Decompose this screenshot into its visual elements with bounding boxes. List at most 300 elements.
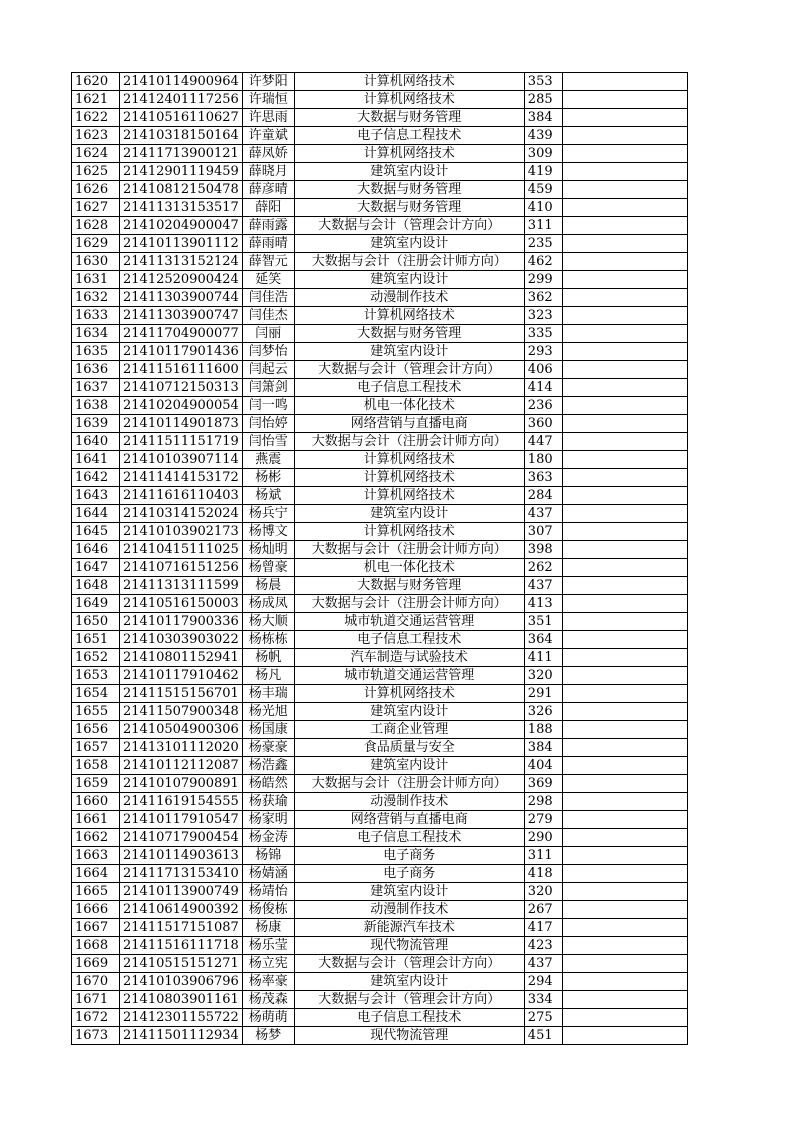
- student-name-cell: 杨萌萌: [242, 1009, 294, 1027]
- table-row: [72, 505, 688, 523]
- row-number-cell: 1654: [72, 685, 120, 703]
- row-number-cell: 1646: [72, 541, 120, 559]
- score-cell: 404: [524, 757, 562, 775]
- score-cell: 335: [524, 325, 562, 343]
- score-cell: 462: [524, 253, 562, 271]
- row-number-cell: 1655: [72, 703, 120, 721]
- score-cell: 384: [524, 109, 562, 127]
- major-cell: 汽车制造与试验技术: [294, 649, 524, 667]
- table-row: [72, 937, 688, 955]
- empty-cell: [562, 397, 687, 415]
- student-id-cell: 21410117910462: [120, 667, 243, 685]
- row-number-cell: 1647: [72, 559, 120, 577]
- score-cell: 447: [524, 433, 562, 451]
- empty-cell: [562, 541, 687, 559]
- score-cell: 180: [524, 451, 562, 469]
- empty-cell: [562, 73, 687, 91]
- student-name-cell: 杨获瑜: [242, 793, 294, 811]
- student-id-cell: 21410114901873: [120, 415, 243, 433]
- student-name-cell: 杨栋栋: [242, 631, 294, 649]
- row-number-cell: 1643: [72, 487, 120, 505]
- score-cell: 384: [524, 739, 562, 757]
- student-name-cell: 闫佳杰: [242, 307, 294, 325]
- row-number-cell: 1634: [72, 325, 120, 343]
- major-cell: 建筑室内设计: [294, 703, 524, 721]
- row-number-cell: 1621: [72, 91, 120, 109]
- table-row: [72, 991, 688, 1009]
- table-row: [72, 217, 688, 235]
- table-row: [72, 397, 688, 415]
- empty-cell: [562, 919, 687, 937]
- major-cell: 计算机网络技术: [294, 685, 524, 703]
- table-row: [72, 541, 688, 559]
- empty-cell: [562, 883, 687, 901]
- student-id-cell: 21410114903613: [120, 847, 243, 865]
- student-id-cell: 21411704900077: [120, 325, 243, 343]
- row-number-cell: 1644: [72, 505, 120, 523]
- student-id-cell: 21410113900749: [120, 883, 243, 901]
- major-cell: 电子信息工程技术: [294, 127, 524, 145]
- score-cell: 188: [524, 721, 562, 739]
- empty-cell: [562, 955, 687, 973]
- major-cell: 现代物流管理: [294, 1027, 524, 1045]
- empty-cell: [562, 163, 687, 181]
- major-cell: 计算机网络技术: [294, 487, 524, 505]
- student-id-cell: 21412520900424: [120, 271, 243, 289]
- row-number-cell: 1662: [72, 829, 120, 847]
- empty-cell: [562, 811, 687, 829]
- major-cell: 电子信息工程技术: [294, 379, 524, 397]
- empty-cell: [562, 451, 687, 469]
- student-name-cell: 杨浩鑫: [242, 757, 294, 775]
- empty-cell: [562, 199, 687, 217]
- row-number-cell: 1653: [72, 667, 120, 685]
- table-row: [72, 559, 688, 577]
- student-id-cell: 21411517151087: [120, 919, 243, 937]
- student-name-cell: 杨婧涵: [242, 865, 294, 883]
- student-name-cell: 杨斌: [242, 487, 294, 505]
- major-cell: 动漫制作技术: [294, 793, 524, 811]
- student-id-cell: 21412901119459: [120, 163, 243, 181]
- empty-cell: [562, 649, 687, 667]
- empty-cell: [562, 775, 687, 793]
- table-row: [72, 73, 688, 91]
- major-cell: 建筑室内设计: [294, 163, 524, 181]
- student-name-cell: 杨率豪: [242, 973, 294, 991]
- major-cell: 大数据与会计（注册会计师方向）: [294, 433, 524, 451]
- empty-cell: [562, 865, 687, 883]
- empty-cell: [562, 271, 687, 289]
- empty-cell: [562, 127, 687, 145]
- student-score-table: [71, 72, 688, 1045]
- major-cell: 电子商务: [294, 847, 524, 865]
- major-cell: 计算机网络技术: [294, 469, 524, 487]
- student-name-cell: 薛智元: [242, 253, 294, 271]
- table-row: [72, 163, 688, 181]
- student-id-cell: 21410504900306: [120, 721, 243, 739]
- major-cell: 工商企业管理: [294, 721, 524, 739]
- table-row: [72, 253, 688, 271]
- student-id-cell: 21410803901161: [120, 991, 243, 1009]
- table-row: [72, 739, 688, 757]
- student-name-cell: 薛凤娇: [242, 145, 294, 163]
- student-id-cell: 21410812150478: [120, 181, 243, 199]
- table-row: [72, 343, 688, 361]
- student-id-cell: 21410717900454: [120, 829, 243, 847]
- row-number-cell: 1670: [72, 973, 120, 991]
- table-body: [72, 73, 688, 1045]
- row-number-cell: 1663: [72, 847, 120, 865]
- table-row: [72, 901, 688, 919]
- major-cell: 建筑室内设计: [294, 271, 524, 289]
- row-number-cell: 1650: [72, 613, 120, 631]
- student-id-cell: 21411313153517: [120, 199, 243, 217]
- table-row: [72, 91, 688, 109]
- row-number-cell: 1671: [72, 991, 120, 1009]
- row-number-cell: 1649: [72, 595, 120, 613]
- student-name-cell: 杨凡: [242, 667, 294, 685]
- score-cell: 320: [524, 667, 562, 685]
- table-row: [72, 379, 688, 397]
- row-number-cell: 1620: [72, 73, 120, 91]
- row-number-cell: 1661: [72, 811, 120, 829]
- student-id-cell: 21411303900744: [120, 289, 243, 307]
- score-cell: 293: [524, 343, 562, 361]
- student-id-cell: 21410716151256: [120, 559, 243, 577]
- score-cell: 298: [524, 793, 562, 811]
- student-name-cell: 闫一鸣: [242, 397, 294, 415]
- score-cell: 275: [524, 1009, 562, 1027]
- student-name-cell: 薛阳: [242, 199, 294, 217]
- student-id-cell: 21411619154555: [120, 793, 243, 811]
- empty-cell: [562, 253, 687, 271]
- student-id-cell: 21410415111025: [120, 541, 243, 559]
- student-name-cell: 杨光旭: [242, 703, 294, 721]
- student-name-cell: 杨兵宁: [242, 505, 294, 523]
- row-number-cell: 1652: [72, 649, 120, 667]
- score-cell: 267: [524, 901, 562, 919]
- empty-cell: [562, 415, 687, 433]
- row-number-cell: 1642: [72, 469, 120, 487]
- major-cell: 网络营销与直播电商: [294, 811, 524, 829]
- table-row: [72, 469, 688, 487]
- student-name-cell: 杨帆: [242, 649, 294, 667]
- score-cell: 334: [524, 991, 562, 1009]
- table-row: [72, 361, 688, 379]
- empty-cell: [562, 487, 687, 505]
- score-cell: 326: [524, 703, 562, 721]
- major-cell: 建筑室内设计: [294, 505, 524, 523]
- student-id-cell: 21411313152124: [120, 253, 243, 271]
- score-cell: 262: [524, 559, 562, 577]
- student-name-cell: 杨博文: [242, 523, 294, 541]
- score-cell: 417: [524, 919, 562, 937]
- row-number-cell: 1660: [72, 793, 120, 811]
- score-cell: 398: [524, 541, 562, 559]
- student-id-cell: 21411516111718: [120, 937, 243, 955]
- major-cell: 网络营销与直播电商: [294, 415, 524, 433]
- table-row: [72, 1009, 688, 1027]
- score-cell: 411: [524, 649, 562, 667]
- major-cell: 现代物流管理: [294, 937, 524, 955]
- student-id-cell: 21410103902173: [120, 523, 243, 541]
- empty-cell: [562, 379, 687, 397]
- student-name-cell: 杨豪豪: [242, 739, 294, 757]
- score-cell: 451: [524, 1027, 562, 1045]
- student-id-cell: 21411507900348: [120, 703, 243, 721]
- student-id-cell: 21410107900891: [120, 775, 243, 793]
- score-cell: 351: [524, 613, 562, 631]
- table-row: [72, 721, 688, 739]
- student-name-cell: 闫佳浩: [242, 289, 294, 307]
- student-id-cell: 21411516111600: [120, 361, 243, 379]
- row-number-cell: 1648: [72, 577, 120, 595]
- major-cell: 大数据与会计（管理会计方向）: [294, 361, 524, 379]
- score-cell: 459: [524, 181, 562, 199]
- major-cell: 食品质量与安全: [294, 739, 524, 757]
- major-cell: 建筑室内设计: [294, 883, 524, 901]
- score-cell: 291: [524, 685, 562, 703]
- score-cell: 285: [524, 91, 562, 109]
- score-cell: 406: [524, 361, 562, 379]
- score-cell: 290: [524, 829, 562, 847]
- score-cell: 309: [524, 145, 562, 163]
- row-number-cell: 1625: [72, 163, 120, 181]
- table-row: [72, 1027, 688, 1045]
- row-number-cell: 1622: [72, 109, 120, 127]
- score-cell: 299: [524, 271, 562, 289]
- score-cell: 437: [524, 505, 562, 523]
- student-name-cell: 杨茂森: [242, 991, 294, 1009]
- empty-cell: [562, 361, 687, 379]
- row-number-cell: 1638: [72, 397, 120, 415]
- row-number-cell: 1645: [72, 523, 120, 541]
- empty-cell: [562, 577, 687, 595]
- score-cell: 307: [524, 523, 562, 541]
- student-name-cell: 闫起云: [242, 361, 294, 379]
- major-cell: 城市轨道交通运营管理: [294, 613, 524, 631]
- empty-cell: [562, 469, 687, 487]
- row-number-cell: 1633: [72, 307, 120, 325]
- major-cell: 电子信息工程技术: [294, 829, 524, 847]
- score-cell: 410: [524, 199, 562, 217]
- empty-cell: [562, 559, 687, 577]
- major-cell: 新能源汽车技术: [294, 919, 524, 937]
- student-id-cell: 21410318150164: [120, 127, 243, 145]
- student-id-cell: 21410114900964: [120, 73, 243, 91]
- table-row: [72, 793, 688, 811]
- score-cell: 418: [524, 865, 562, 883]
- empty-cell: [562, 613, 687, 631]
- student-name-cell: 薛雨晴: [242, 235, 294, 253]
- score-cell: 419: [524, 163, 562, 181]
- row-number-cell: 1656: [72, 721, 120, 739]
- student-id-cell: 21410712150313: [120, 379, 243, 397]
- student-name-cell: 杨锦: [242, 847, 294, 865]
- score-cell: 369: [524, 775, 562, 793]
- student-id-cell: 21410516110627: [120, 109, 243, 127]
- score-cell: 364: [524, 631, 562, 649]
- table-row: [72, 433, 688, 451]
- student-id-cell: 21411713153410: [120, 865, 243, 883]
- major-cell: 大数据与会计（管理会计方向）: [294, 955, 524, 973]
- major-cell: 机电一体化技术: [294, 397, 524, 415]
- row-number-cell: 1636: [72, 361, 120, 379]
- score-cell: 363: [524, 469, 562, 487]
- row-number-cell: 1628: [72, 217, 120, 235]
- empty-cell: [562, 685, 687, 703]
- table-row: [72, 451, 688, 469]
- student-name-cell: 许思雨: [242, 109, 294, 127]
- row-number-cell: 1668: [72, 937, 120, 955]
- table-row: [72, 955, 688, 973]
- table-row: [72, 865, 688, 883]
- empty-cell: [562, 1009, 687, 1027]
- empty-cell: [562, 973, 687, 991]
- row-number-cell: 1635: [72, 343, 120, 361]
- student-name-cell: 杨立宪: [242, 955, 294, 973]
- student-id-cell: 21410303903022: [120, 631, 243, 649]
- score-cell: 323: [524, 307, 562, 325]
- score-cell: 423: [524, 937, 562, 955]
- row-number-cell: 1641: [72, 451, 120, 469]
- student-name-cell: 杨梦: [242, 1027, 294, 1045]
- table-row: [72, 145, 688, 163]
- empty-cell: [562, 325, 687, 343]
- table-row: [72, 577, 688, 595]
- empty-cell: [562, 595, 687, 613]
- row-number-cell: 1631: [72, 271, 120, 289]
- major-cell: 大数据与会计（管理会计方向）: [294, 217, 524, 235]
- table-row: [72, 235, 688, 253]
- student-name-cell: 杨灿明: [242, 541, 294, 559]
- student-id-cell: 21410112112087: [120, 757, 243, 775]
- student-id-cell: 21410614900392: [120, 901, 243, 919]
- student-name-cell: 许瑞恒: [242, 91, 294, 109]
- empty-cell: [562, 703, 687, 721]
- major-cell: 建筑室内设计: [294, 343, 524, 361]
- empty-cell: [562, 901, 687, 919]
- score-cell: 320: [524, 883, 562, 901]
- student-name-cell: 燕震: [242, 451, 294, 469]
- empty-cell: [562, 235, 687, 253]
- table-row: [72, 811, 688, 829]
- major-cell: 电子商务: [294, 865, 524, 883]
- table-row: [72, 829, 688, 847]
- student-name-cell: 杨康: [242, 919, 294, 937]
- major-cell: 电子信息工程技术: [294, 631, 524, 649]
- row-number-cell: 1630: [72, 253, 120, 271]
- student-name-cell: 闫梦怡: [242, 343, 294, 361]
- student-id-cell: 21411303900747: [120, 307, 243, 325]
- score-cell: 437: [524, 577, 562, 595]
- table-row: [72, 271, 688, 289]
- score-cell: 235: [524, 235, 562, 253]
- empty-cell: [562, 1027, 687, 1045]
- score-cell: 360: [524, 415, 562, 433]
- score-cell: 236: [524, 397, 562, 415]
- empty-cell: [562, 757, 687, 775]
- student-name-cell: 杨曾豪: [242, 559, 294, 577]
- student-id-cell: 21413101112020: [120, 739, 243, 757]
- row-number-cell: 1624: [72, 145, 120, 163]
- row-number-cell: 1639: [72, 415, 120, 433]
- table-row: [72, 595, 688, 613]
- major-cell: 大数据与财务管理: [294, 577, 524, 595]
- table-row: [72, 127, 688, 145]
- row-number-cell: 1673: [72, 1027, 120, 1045]
- student-name-cell: 杨彬: [242, 469, 294, 487]
- student-name-cell: 闫箫剑: [242, 379, 294, 397]
- student-id-cell: 21410515151271: [120, 955, 243, 973]
- row-number-cell: 1669: [72, 955, 120, 973]
- score-cell: 437: [524, 955, 562, 973]
- score-cell: 413: [524, 595, 562, 613]
- major-cell: 大数据与会计（注册会计师方向）: [294, 253, 524, 271]
- major-cell: 计算机网络技术: [294, 91, 524, 109]
- empty-cell: [562, 505, 687, 523]
- student-name-cell: 闫怡雪: [242, 433, 294, 451]
- student-id-cell: 21412301155722: [120, 1009, 243, 1027]
- row-number-cell: 1657: [72, 739, 120, 757]
- table-row: [72, 415, 688, 433]
- student-name-cell: 杨乐莹: [242, 937, 294, 955]
- row-number-cell: 1666: [72, 901, 120, 919]
- score-cell: 362: [524, 289, 562, 307]
- student-name-cell: 薛彦晴: [242, 181, 294, 199]
- empty-cell: [562, 829, 687, 847]
- row-number-cell: 1640: [72, 433, 120, 451]
- empty-cell: [562, 145, 687, 163]
- row-number-cell: 1659: [72, 775, 120, 793]
- major-cell: 计算机网络技术: [294, 307, 524, 325]
- major-cell: 大数据与财务管理: [294, 325, 524, 343]
- table-row: [72, 109, 688, 127]
- table-row: [72, 181, 688, 199]
- empty-cell: [562, 739, 687, 757]
- student-id-cell: 21411511151719: [120, 433, 243, 451]
- empty-cell: [562, 721, 687, 739]
- table-row: [72, 703, 688, 721]
- row-number-cell: 1665: [72, 883, 120, 901]
- student-id-cell: 21410801152941: [120, 649, 243, 667]
- student-id-cell: 21410103906796: [120, 973, 243, 991]
- student-id-cell: 21411313111599: [120, 577, 243, 595]
- table-row: [72, 757, 688, 775]
- student-name-cell: 闫怡婷: [242, 415, 294, 433]
- table-row: [72, 649, 688, 667]
- score-cell: 311: [524, 847, 562, 865]
- score-cell: 294: [524, 973, 562, 991]
- table-row: [72, 325, 688, 343]
- major-cell: 计算机网络技术: [294, 451, 524, 469]
- major-cell: 建筑室内设计: [294, 973, 524, 991]
- student-name-cell: 杨成凤: [242, 595, 294, 613]
- score-cell: 279: [524, 811, 562, 829]
- empty-cell: [562, 991, 687, 1009]
- row-number-cell: 1667: [72, 919, 120, 937]
- row-number-cell: 1629: [72, 235, 120, 253]
- empty-cell: [562, 937, 687, 955]
- empty-cell: [562, 181, 687, 199]
- table-row: [72, 667, 688, 685]
- student-name-cell: 延笑: [242, 271, 294, 289]
- student-id-cell: 21412401117256: [120, 91, 243, 109]
- empty-cell: [562, 793, 687, 811]
- row-number-cell: 1623: [72, 127, 120, 145]
- table-row: [72, 919, 688, 937]
- student-id-cell: 21411713900121: [120, 145, 243, 163]
